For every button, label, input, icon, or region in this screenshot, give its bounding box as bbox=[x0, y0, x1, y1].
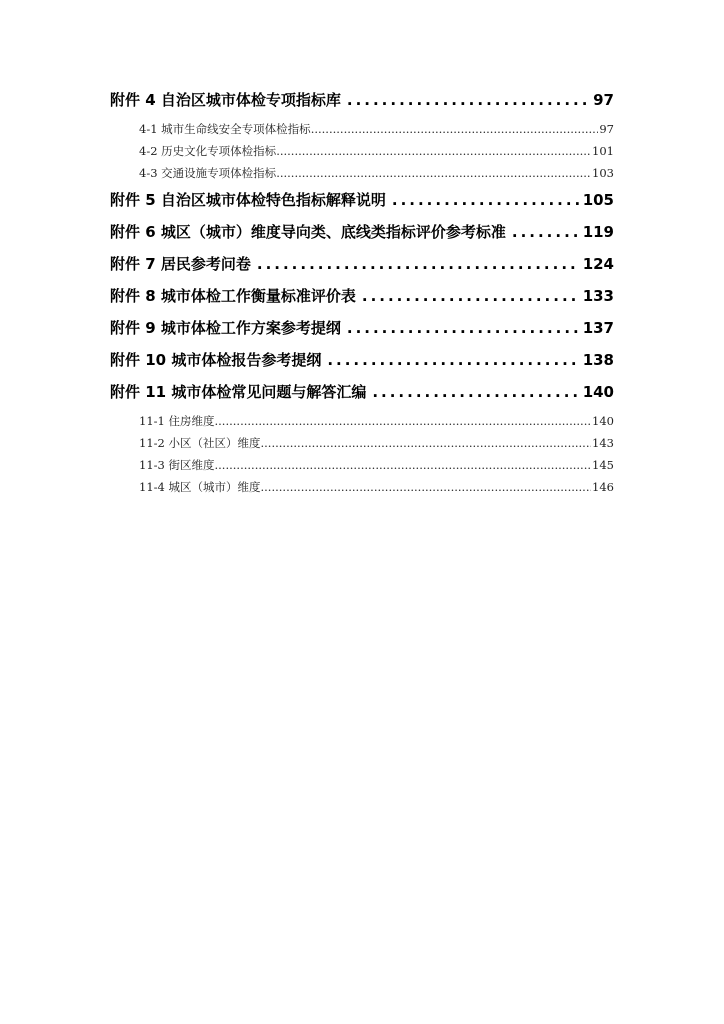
table-of-contents bbox=[110, 86, 614, 498]
toc-entry-appendix-5[interactable] bbox=[110, 186, 614, 218]
toc-entry-title: 11-3 街区维度 bbox=[139, 458, 215, 472]
toc-entry-appendix-8[interactable] bbox=[110, 282, 614, 314]
toc-entry-page: 97 bbox=[593, 91, 614, 109]
dot-leader bbox=[257, 250, 579, 278]
toc-entry-4-1[interactable] bbox=[110, 118, 614, 140]
toc-entry-page: 140 bbox=[592, 414, 614, 428]
dot-leader bbox=[347, 86, 589, 114]
toc-entry-page: 101 bbox=[592, 144, 614, 158]
toc-entry-page: 133 bbox=[582, 287, 614, 305]
toc-entry-11-4[interactable] bbox=[110, 476, 614, 498]
dot-leader bbox=[372, 378, 578, 406]
toc-entry-title: 4-1 城市生命线安全专项体检指标 bbox=[139, 122, 311, 136]
toc-entry-title: 附件 5 自治区城市体检特色指标解释说明 bbox=[110, 191, 386, 209]
toc-entry-title: 11-1 住房维度 bbox=[139, 414, 215, 428]
toc-entry-title: 11-4 城区（城市）维度 bbox=[139, 480, 261, 494]
toc-entry-title: 附件 9 城市体检工作方案参考提纲 bbox=[110, 319, 341, 337]
dot-leader bbox=[327, 346, 578, 374]
toc-entry-title: 附件 6 城区（城市）维度导向类、底线类指标评价参考标准 bbox=[110, 223, 506, 241]
toc-entry-11-1[interactable] bbox=[110, 410, 614, 432]
toc-entry-11-3[interactable] bbox=[110, 454, 614, 476]
toc-entry-4-2[interactable] bbox=[110, 140, 614, 162]
toc-entry-page: 119 bbox=[582, 223, 614, 241]
toc-entry-appendix-11[interactable] bbox=[110, 378, 614, 410]
dot-leader bbox=[311, 118, 599, 140]
dot-leader bbox=[362, 282, 579, 310]
dot-leader bbox=[347, 314, 579, 342]
toc-entry-appendix-7[interactable] bbox=[110, 250, 614, 282]
dot-leader bbox=[261, 432, 592, 454]
toc-entry-appendix-6[interactable] bbox=[110, 218, 614, 250]
toc-entry-page: 143 bbox=[592, 436, 614, 450]
toc-entry-page: 97 bbox=[599, 122, 614, 136]
toc-entry-11-2[interactable] bbox=[110, 432, 614, 454]
toc-entry-title: 11-2 小区（社区）维度 bbox=[139, 436, 261, 450]
dot-leader bbox=[276, 140, 591, 162]
toc-entry-title: 附件 7 居民参考问卷 bbox=[110, 255, 251, 273]
dot-leader bbox=[215, 454, 592, 476]
toc-entry-page: 137 bbox=[582, 319, 614, 337]
toc-entry-title: 附件 10 城市体检报告参考提纲 bbox=[110, 351, 322, 369]
toc-entry-page: 145 bbox=[592, 458, 614, 472]
dot-leader bbox=[215, 410, 592, 432]
toc-entry-title: 4-2 历史文化专项体检指标 bbox=[139, 144, 277, 158]
dot-leader bbox=[512, 218, 579, 246]
toc-entry-title: 附件 8 城市体检工作衡量标准评价表 bbox=[110, 287, 356, 305]
toc-entry-page: 146 bbox=[592, 480, 614, 494]
toc-entry-title: 附件 4 自治区城市体检专项指标库 bbox=[110, 91, 341, 109]
toc-entry-page: 140 bbox=[582, 383, 614, 401]
toc-entry-title: 4-3 交通设施专项体检指标 bbox=[139, 166, 277, 180]
toc-entry-page: 103 bbox=[592, 166, 614, 180]
toc-entry-appendix-9[interactable] bbox=[110, 314, 614, 346]
toc-entry-title: 附件 11 城市体检常见问题与解答汇编 bbox=[110, 383, 367, 401]
dot-leader bbox=[276, 162, 591, 184]
dot-leader bbox=[261, 476, 592, 498]
toc-entry-page: 105 bbox=[582, 191, 614, 209]
toc-entry-4-3[interactable] bbox=[110, 162, 614, 184]
toc-entry-page: 138 bbox=[582, 351, 614, 369]
dot-leader bbox=[392, 186, 579, 214]
toc-entry-appendix-10[interactable] bbox=[110, 346, 614, 378]
toc-entry-appendix-4[interactable] bbox=[110, 86, 614, 118]
toc-entry-page: 124 bbox=[582, 255, 614, 273]
